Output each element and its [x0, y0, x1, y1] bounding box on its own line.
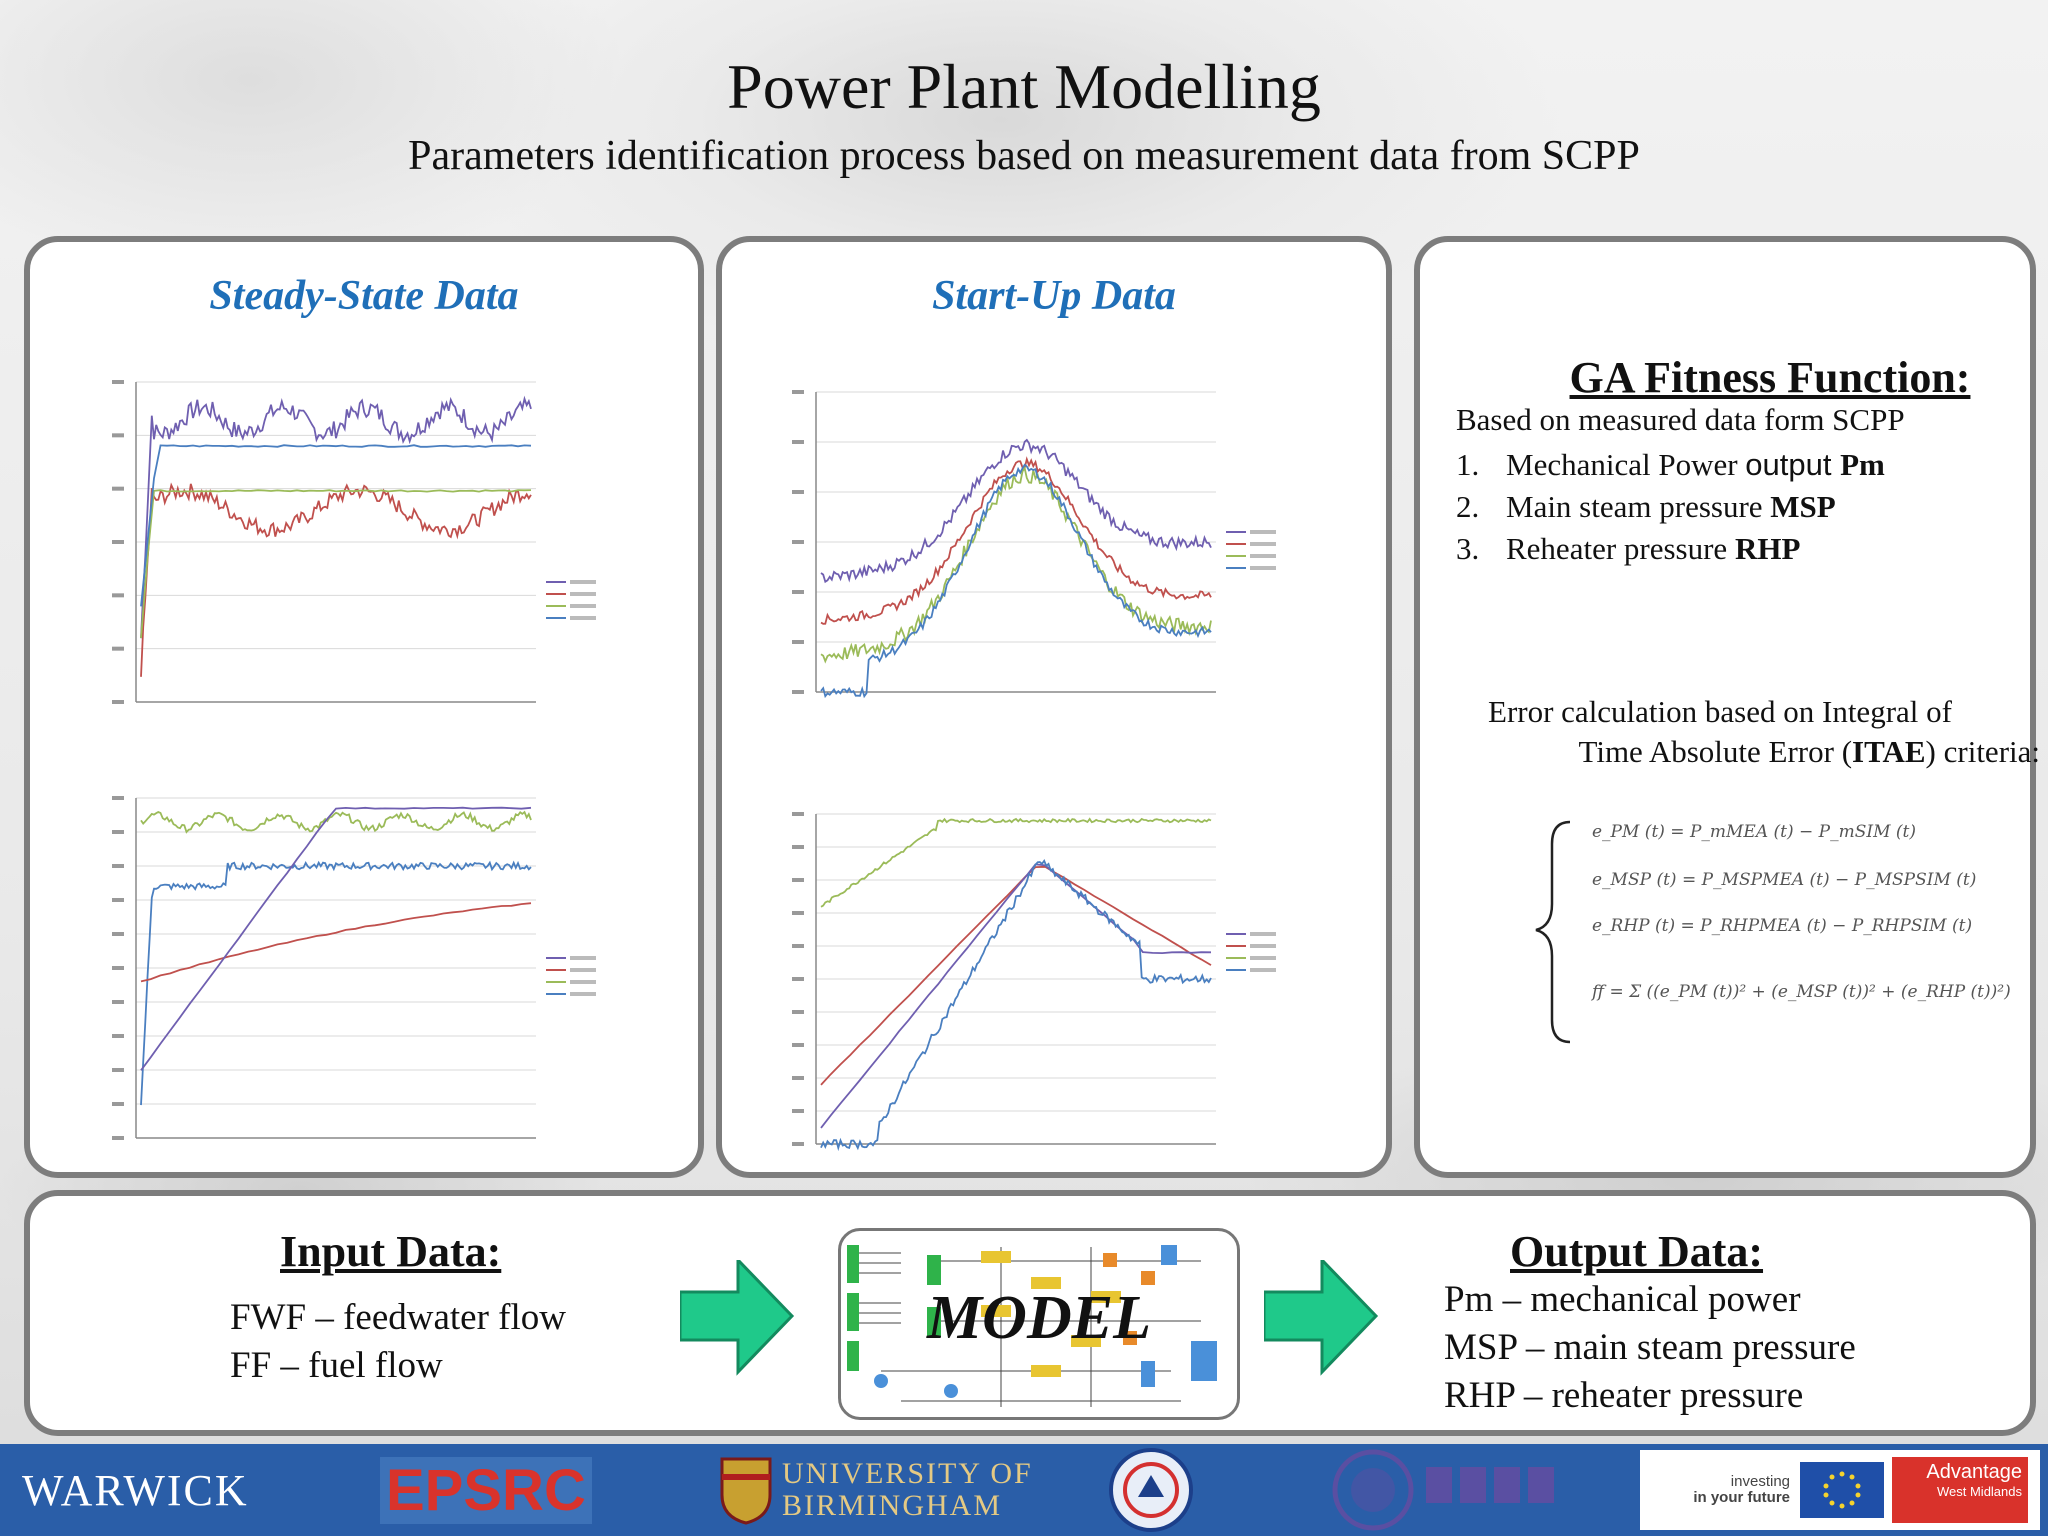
epsrc-logo-text: EPSRC — [380, 1457, 592, 1524]
erdf-text-1: investing — [1730, 1473, 1790, 1490]
series-line — [821, 864, 1211, 1128]
list-text: Mechanical Power — [1506, 447, 1746, 482]
chart-tick-mark — [792, 640, 804, 644]
series-line — [821, 440, 1211, 582]
chart-tick-mark — [112, 898, 124, 902]
error-text: ) criteria: — [1925, 734, 2040, 769]
chart-tick-mark — [112, 796, 124, 800]
steady-state-title: Steady-State Data — [209, 273, 519, 319]
error-bold: ITAE — [1852, 734, 1926, 769]
chart-tick-mark — [792, 911, 804, 915]
chart-tick-mark — [792, 1043, 804, 1047]
chart-tick-mark — [112, 830, 124, 834]
formula-line: e_PM (t) = P_mMEA (t) − P_mSIM (t) — [1592, 822, 1916, 842]
start-up-title: Start-Up Data — [932, 273, 1176, 319]
list-bold: RHP — [1734, 531, 1801, 566]
chart-tick-mark — [112, 932, 124, 936]
legend-text-mark — [570, 968, 596, 972]
series-line — [141, 399, 531, 638]
input-data-title: Input Data: — [280, 1227, 502, 1276]
legend-text-mark — [1250, 956, 1276, 960]
list-item — [1456, 444, 1885, 486]
legend-text-mark — [570, 980, 596, 984]
legend-text-mark — [570, 992, 596, 996]
model-diagram — [838, 1228, 1240, 1420]
university-seal-logo — [1108, 1444, 1194, 1536]
birmingham-text-1: UNIVERSITY OF — [782, 1457, 1033, 1490]
legend-text-mark — [570, 604, 596, 608]
crest-icon — [718, 1455, 774, 1525]
ga-fitness-panel — [1414, 236, 2040, 1178]
chart-tick-mark — [112, 380, 124, 384]
advantage-text-1: Advantage — [1926, 1461, 2022, 1483]
chart-tick-mark — [792, 390, 804, 394]
chart-tick-mark — [112, 700, 124, 704]
chart-tick-mark — [792, 540, 804, 544]
legend-text-mark — [1250, 944, 1276, 948]
sponsor-footer — [0, 1444, 2048, 1536]
chart-tick-mark — [792, 440, 804, 444]
series-line — [141, 490, 531, 638]
page-title: Power Plant Modelling — [727, 51, 1321, 122]
legend-text-mark — [1250, 554, 1276, 558]
output-data-title: Output Data: — [1510, 1227, 1764, 1276]
list-text: Main steam pressure — [1506, 489, 1771, 524]
error-description-line1: Error calculation based on Integral of — [1488, 694, 1952, 729]
steady-state-panel — [24, 236, 704, 1178]
error-text: Time Absolute Error ( — [1578, 734, 1853, 769]
chart-tick-mark — [792, 590, 804, 594]
legend-text-mark — [570, 592, 596, 596]
model-io-panel — [24, 1190, 2036, 1436]
series-line — [141, 445, 531, 606]
legend-text-mark — [1250, 566, 1276, 570]
tsinghua-logo — [1330, 1444, 1560, 1536]
series-line — [141, 484, 531, 677]
chart-tick-mark — [792, 1010, 804, 1014]
legend-text-mark — [1250, 968, 1276, 972]
chart-tick-mark — [112, 487, 124, 491]
series-line — [821, 819, 1211, 907]
ga-intro-text: Based on measured data form SCPP — [1456, 402, 1905, 437]
chart-tick-mark — [792, 944, 804, 948]
legend-text-mark — [1250, 530, 1276, 534]
chart-tick-mark — [792, 490, 804, 494]
chart-tick-mark — [112, 1068, 124, 1072]
erdf-text-2: in your future — [1693, 1489, 1790, 1506]
seal-icon — [1108, 1447, 1194, 1533]
erdf-advantage-logo — [1640, 1450, 2040, 1530]
birmingham-logo — [718, 1444, 1033, 1536]
list-number: 3. — [1456, 531, 1480, 566]
legend-text-mark — [570, 616, 596, 620]
series-line — [141, 863, 531, 1105]
chart-tick-mark — [792, 1076, 804, 1080]
birmingham-text-2: BIRMINGHAM — [782, 1489, 1003, 1522]
list-text: output — [1745, 447, 1841, 482]
start-up-chart-top — [786, 382, 1366, 712]
chart-tick-mark — [792, 812, 804, 816]
chart-tick-mark — [792, 878, 804, 882]
chart-tick-mark — [112, 593, 124, 597]
list-bold: Pm — [1840, 447, 1885, 482]
list-bold: MSP — [1770, 489, 1836, 524]
list-number: 2. — [1456, 489, 1480, 524]
chart-tick-mark — [792, 1109, 804, 1113]
chart-tick-mark — [112, 966, 124, 970]
model-label: MODEL — [927, 1284, 1151, 1352]
eu-flag-icon — [1800, 1462, 1884, 1518]
series-line — [141, 903, 531, 981]
start-up-panel — [716, 236, 1392, 1178]
arrow-right-icon — [680, 1260, 796, 1376]
warwick-logo-text: WARWICK — [22, 1465, 249, 1515]
output-line-rhp: RHP – reheater pressure — [1444, 1375, 1804, 1416]
list-item — [1456, 528, 1885, 570]
legend-text-mark — [570, 956, 596, 960]
series-line — [821, 465, 1211, 696]
steady-state-chart-bottom — [106, 788, 686, 1158]
list-text: Reheater pressure — [1506, 531, 1735, 566]
tsinghua-seal-icon — [1330, 1447, 1560, 1533]
chart-tick-mark — [792, 977, 804, 981]
legend-text-mark — [570, 580, 596, 584]
legend-text-mark — [1250, 932, 1276, 936]
chart-tick-mark — [112, 1034, 124, 1038]
chart-tick-mark — [112, 1000, 124, 1004]
warwick-logo — [22, 1444, 249, 1536]
chart-tick-mark — [792, 845, 804, 849]
list-number: 1. — [1456, 447, 1480, 482]
legend-text-mark — [1250, 542, 1276, 546]
page-subtitle: Parameters identification process based on measurement data from SCPP — [408, 133, 1640, 179]
series-line — [141, 812, 531, 832]
chart-tick-mark — [112, 540, 124, 544]
series-line — [821, 861, 1211, 1148]
epsrc-logo — [380, 1444, 592, 1536]
ga-criteria-list — [1456, 444, 1885, 570]
formula-line: e_MSP (t) = P_MSPMEA (t) − P_MSPSIM (t) — [1592, 870, 1977, 890]
formula-line: ff = Σ ((e_PM (t))² + (e_MSP (t))² + (e_RHP (t))²) — [1592, 982, 2011, 1002]
chart-tick-mark — [112, 433, 124, 437]
ga-fitness-title: GA Fitness Function: — [1569, 353, 1971, 402]
output-line-pm: Pm – mechanical power — [1444, 1279, 1801, 1320]
chart-tick-mark — [112, 864, 124, 868]
chart-tick-mark — [112, 1102, 124, 1106]
steady-state-chart-top — [106, 372, 686, 722]
chart-tick-mark — [792, 690, 804, 694]
chart-tick-mark — [112, 1136, 124, 1140]
start-up-chart-bottom — [786, 804, 1366, 1164]
list-item — [1456, 486, 1885, 528]
chart-tick-mark — [792, 1142, 804, 1146]
series-line — [141, 808, 531, 1071]
arrow-right-icon — [1264, 1260, 1380, 1376]
error-description-line2 — [1420, 734, 2040, 770]
input-line-fwf: FWF – feedwater flow — [230, 1297, 566, 1338]
input-line-ff: FF – fuel flow — [230, 1345, 443, 1386]
chart-tick-mark — [112, 647, 124, 651]
output-line-msp: MSP – main steam pressure — [1444, 1327, 1856, 1368]
formula-line: e_RHP (t) = P_RHPMEA (t) − P_RHPSIM (t) — [1592, 916, 1973, 936]
advantage-text-2: West Midlands — [1936, 1484, 2022, 1499]
